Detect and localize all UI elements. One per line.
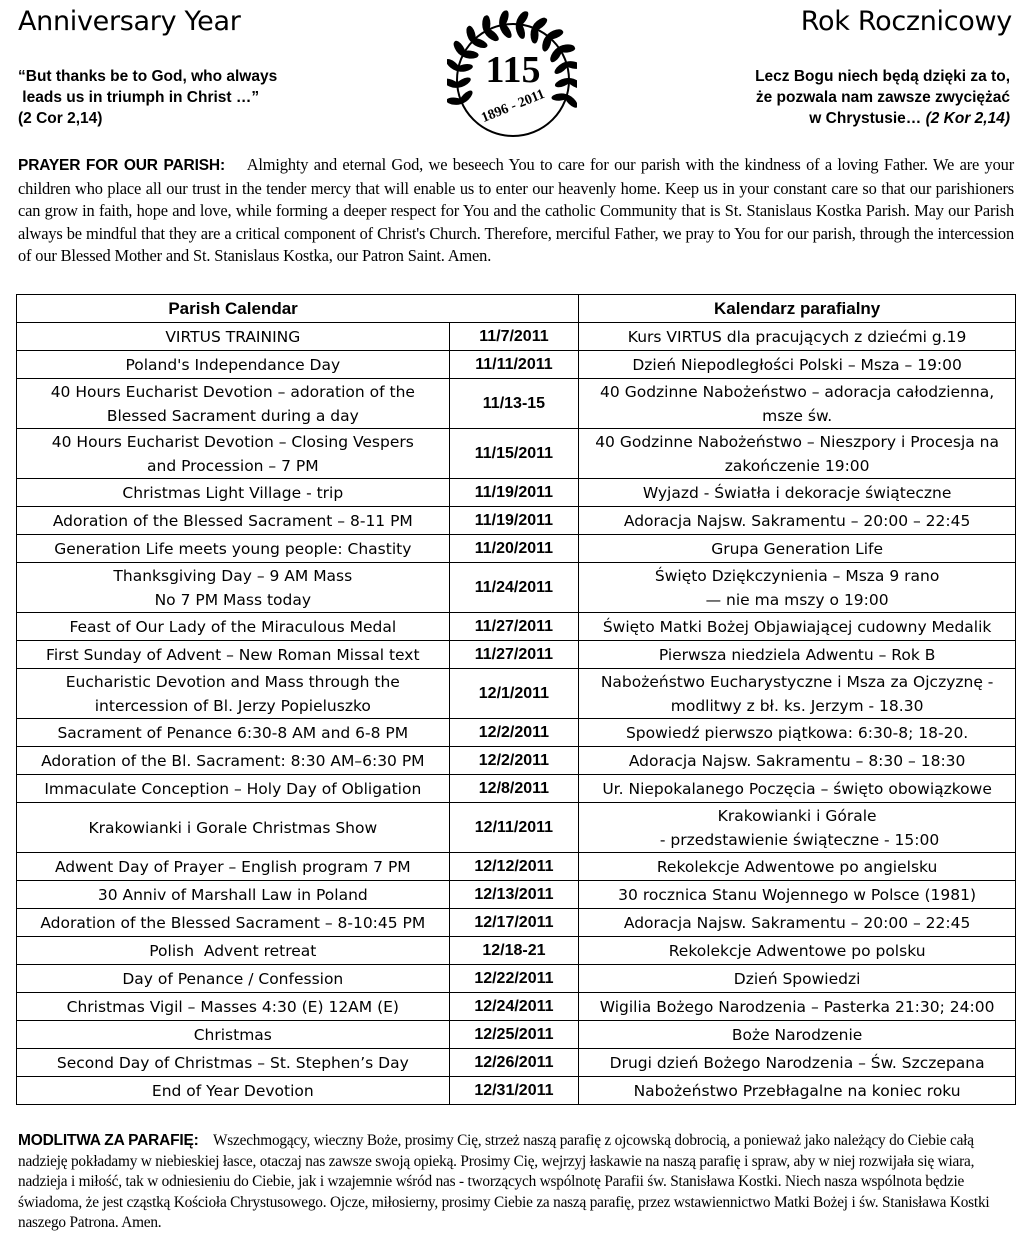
event-date-cell: 11/11/2011 bbox=[449, 351, 579, 379]
cell-line: Christmas bbox=[193, 1025, 272, 1044]
event-date-cell: 12/25/2011 bbox=[449, 1021, 579, 1049]
event-date-cell: 11/15/2011 bbox=[449, 429, 579, 479]
event-date-cell: 11/20/2011 bbox=[449, 535, 579, 563]
cell-line: Sacrament of Penance 6:30-8 AM and 6-8 PM bbox=[57, 723, 409, 742]
event-date-cell: 12/2/2011 bbox=[449, 747, 579, 775]
event-en-cell bbox=[17, 993, 450, 1021]
calendar-row bbox=[17, 1077, 1016, 1105]
cell-line: Spowiedź pierwszo piątkowa: 6:30-8; 18-20. bbox=[625, 723, 969, 742]
event-en-cell bbox=[17, 507, 450, 535]
parish-calendar-table bbox=[16, 294, 1016, 1105]
event-pl-cell bbox=[579, 993, 1016, 1021]
cell-line: End of Year Devotion bbox=[151, 1081, 314, 1100]
event-date-cell: 11/24/2011 bbox=[449, 563, 579, 613]
event-date-cell: 12/22/2011 bbox=[449, 965, 579, 993]
cell-line: Immaculate Conception – Holy Day of Obligation bbox=[44, 779, 422, 798]
scripture-quote-en bbox=[18, 66, 277, 129]
cell-line: Święto Matki Bożej Objawiającej cudowny Medalik bbox=[602, 617, 992, 636]
prayer-text: Wszechmogący, wieczny Boże, prosimy Cię, strzeż naszą parafię z ojcowską dobrocią, a ponieważ jako należący do Ciebie całą nadzieję pokładamy w niebieskiej łasce, otaczaj nas zawsze swoją opieką. Prosimy Cię, wejrzyj łaskawie na naszą parafię i spraw, aby w niej rozwijała się wiara, nadzieja i miłość, tak w odniesieniu do Ciebie, jak i wzajemnie wśród nas - tworzących wspólnotę Parafii św. Stanisława Kostki. Niech nasza wspólnota będzie świadoma, że jest cząstką Kościoła Chrystusowego. Ojcze, miłosierny, prosimy Ciebie za naszą parafię, przez wstawiennictwo Matki Bożej i św. Stanisława Kostki naszego Patrona. Amen. bbox=[18, 1132, 990, 1232]
calendar-row bbox=[17, 803, 1016, 853]
calendar-header-row bbox=[17, 295, 1016, 323]
cell-line: Day of Penance / Confession bbox=[122, 969, 344, 988]
quote-reference: (2 Kor 2,14) bbox=[925, 110, 1010, 127]
event-pl-cell bbox=[579, 803, 1016, 853]
event-date-cell: 12/8/2011 bbox=[449, 775, 579, 803]
prayer-for-parish bbox=[18, 154, 1014, 268]
cell-line: 40 Hours Eucharist Devotion – adoration of the bbox=[50, 382, 415, 401]
calendar-row bbox=[17, 563, 1016, 613]
quote-line bbox=[755, 108, 1010, 129]
event-en-cell bbox=[17, 641, 450, 669]
cell-line: Drugi dzień Bożego Narodzenia – Św. Szczepana bbox=[609, 1053, 985, 1072]
cell-line: Eucharistic Devotion and Mass through the bbox=[65, 672, 400, 691]
calendar-row bbox=[17, 641, 1016, 669]
calendar-row bbox=[17, 479, 1016, 507]
calendar-row bbox=[17, 323, 1016, 351]
cell-line: Rekolekcje Adwentowe po angielsku bbox=[656, 857, 938, 876]
calendar-row bbox=[17, 937, 1016, 965]
calendar-row bbox=[17, 1021, 1016, 1049]
event-pl-cell bbox=[579, 379, 1016, 429]
event-date-cell: 11/7/2011 bbox=[449, 323, 579, 351]
event-date-cell: 12/1/2011 bbox=[449, 669, 579, 719]
event-en-cell bbox=[17, 429, 450, 479]
cell-line: Adoration of the Blessed Sacrament – 8-10:45 PM bbox=[40, 913, 426, 932]
event-en-cell bbox=[17, 881, 450, 909]
quote-line: (2 Cor 2,14) bbox=[18, 110, 103, 127]
cell-line: Nabożeństwo Eucharystyczne i Msza za Ojczyznę - bbox=[600, 672, 994, 691]
event-en-cell bbox=[17, 965, 450, 993]
cell-line: Christmas Light Village - trip bbox=[122, 483, 344, 502]
cell-line: Ur. Niepokalanego Poczęcia – święto obowiązkowe bbox=[602, 779, 992, 798]
calendar-row bbox=[17, 881, 1016, 909]
event-pl-cell bbox=[579, 669, 1016, 719]
calendar-row bbox=[17, 853, 1016, 881]
cell-line: zakończenie 19:00 bbox=[724, 456, 870, 475]
event-en-cell bbox=[17, 535, 450, 563]
event-en-cell bbox=[17, 719, 450, 747]
event-en-cell bbox=[17, 803, 450, 853]
calendar-row bbox=[17, 775, 1016, 803]
cell-line: Boże Narodzenie bbox=[731, 1025, 863, 1044]
event-pl-cell bbox=[579, 853, 1016, 881]
event-date-cell: 11/19/2011 bbox=[449, 479, 579, 507]
calendar-row bbox=[17, 1049, 1016, 1077]
calendar-row bbox=[17, 909, 1016, 937]
event-date-cell: 12/26/2011 bbox=[449, 1049, 579, 1077]
calendar-row bbox=[17, 993, 1016, 1021]
cell-line: Krakowianki i Górale bbox=[717, 806, 877, 825]
event-date-cell: 12/13/2011 bbox=[449, 881, 579, 909]
event-date-cell: 12/11/2011 bbox=[449, 803, 579, 853]
event-pl-cell bbox=[579, 1021, 1016, 1049]
calendar-row bbox=[17, 429, 1016, 479]
cell-line: Wyjazd - Światła i dekoracje świąteczne bbox=[642, 483, 952, 502]
event-pl-cell bbox=[579, 563, 1016, 613]
calendar-row bbox=[17, 535, 1016, 563]
cell-line: 30 Anniv of Marshall Law in Poland bbox=[97, 885, 368, 904]
event-en-cell bbox=[17, 323, 450, 351]
cell-line: No 7 PM Mass today bbox=[154, 590, 312, 609]
event-en-cell bbox=[17, 613, 450, 641]
event-pl-cell bbox=[579, 775, 1016, 803]
prayer-text: Almighty and eternal God, we beseech You to care for our parish with the kindness of a loving Father. We are your children who place all our trust in the tender mercy that will enable us to enter our heavenly home. Keep us in your constant care so that our parishioners can grow in faith, hope and love, while forming a deeper respect for You and the catholic Community that is St. Stanislaus Kostka Parish. May our Parish always be mindful that they are a critical component of Christ's Church. Therefore, merciful Father, we pray to You for our parish, through the intercession of our Blessed Mother and St. Stanislaus Kostka, our Patron Saint. Amen. bbox=[18, 155, 1014, 266]
cell-line: intercession of Bl. Jerzy Popieluszko bbox=[94, 696, 371, 715]
event-en-cell bbox=[17, 669, 450, 719]
emblem-years: 1896 - 2011 bbox=[479, 86, 548, 126]
cell-line: Święto Dziękczynienia – Msza 9 rano bbox=[654, 566, 940, 585]
event-date-cell: 12/2/2011 bbox=[449, 719, 579, 747]
event-date-cell: 11/27/2011 bbox=[449, 641, 579, 669]
event-en-cell bbox=[17, 479, 450, 507]
modlitwa-za-parafie bbox=[18, 1131, 1014, 1234]
cell-line: Kurs VIRTUS dla pracujących z dziećmi g.19 bbox=[627, 327, 967, 346]
calendar-body bbox=[17, 323, 1016, 1105]
event-pl-cell bbox=[579, 881, 1016, 909]
cell-line: modlitwy z bł. ks. Jerzym - 18.30 bbox=[670, 696, 924, 715]
cell-line: 30 rocznica Stanu Wojennego w Polsce (1981) bbox=[618, 885, 977, 904]
cell-line: First Sunday of Advent – New Roman Missal text bbox=[46, 645, 420, 664]
event-pl-cell bbox=[579, 1049, 1016, 1077]
event-date-cell: 11/27/2011 bbox=[449, 613, 579, 641]
cell-line: Adoracja Najsw. Sakramentu – 8:30 – 18:30 bbox=[628, 751, 966, 770]
cell-line: VIRTUS TRAINING bbox=[165, 327, 301, 346]
quote-text: w Chrystusie… bbox=[809, 110, 926, 127]
emblem-number: 115 bbox=[485, 49, 541, 91]
calendar-row bbox=[17, 613, 1016, 641]
cell-line: Adoration of the Bl. Sacrament: 8:30 AM–6:30 PM bbox=[41, 751, 425, 770]
calendar-row bbox=[17, 719, 1016, 747]
cell-line: Krakowianki i Gorale Christmas Show bbox=[88, 818, 378, 837]
event-en-cell bbox=[17, 747, 450, 775]
calendar-row bbox=[17, 507, 1016, 535]
title-rok-rocznicowy: Rok Rocznicowy bbox=[800, 6, 1012, 37]
cell-line: Adoracja Najsw. Sakramentu – 20:00 – 22:45 bbox=[623, 913, 971, 932]
event-en-cell bbox=[17, 563, 450, 613]
quote-line: Lecz Bogu niech będą dzięki za to, bbox=[755, 68, 1010, 85]
cell-line: 40 Hours Eucharist Devotion – Closing Vespers bbox=[51, 432, 414, 451]
event-en-cell bbox=[17, 1077, 450, 1105]
event-pl-cell bbox=[579, 429, 1016, 479]
title-anniversary-year: Anniversary Year bbox=[18, 6, 241, 37]
event-pl-cell bbox=[579, 937, 1016, 965]
cell-line: 40 Godzinne Nabożeństwo – Nieszpory i Procesja na bbox=[595, 432, 1000, 451]
cell-line: Dzień Spowiedzi bbox=[733, 969, 861, 988]
event-pl-cell bbox=[579, 535, 1016, 563]
event-en-cell bbox=[17, 853, 450, 881]
event-pl-cell bbox=[579, 965, 1016, 993]
event-pl-cell bbox=[579, 719, 1016, 747]
event-en-cell bbox=[17, 1049, 450, 1077]
event-pl-cell bbox=[579, 479, 1016, 507]
cell-line: — nie ma mszy o 19:00 bbox=[705, 590, 889, 609]
quote-line: leads us in triumph in Christ …” bbox=[18, 89, 260, 106]
event-date-cell: 12/31/2011 bbox=[449, 1077, 579, 1105]
cell-line: Adoration of the Blessed Sacrament – 8-11 PM bbox=[52, 511, 413, 530]
cell-line: Adwent Day of Prayer – English program 7 PM bbox=[54, 857, 411, 876]
cell-line: Dzień Niepodległości Polski – Msza – 19:00 bbox=[632, 355, 962, 374]
calendar-row bbox=[17, 379, 1016, 429]
event-en-cell bbox=[17, 379, 450, 429]
event-date-cell: 12/18-21 bbox=[449, 937, 579, 965]
cell-line: msze św. bbox=[762, 406, 833, 425]
event-en-cell bbox=[17, 909, 450, 937]
event-pl-cell bbox=[579, 507, 1016, 535]
cell-line: Second Day of Christmas – St. Stephen’s Day bbox=[56, 1053, 409, 1072]
quote-line: “But thanks be to God, who always bbox=[18, 68, 278, 85]
cell-line: 40 Godzinne Nabożeństwo – adoracja całodzienna, bbox=[600, 382, 995, 401]
event-en-cell bbox=[17, 351, 450, 379]
event-date-cell: 11/19/2011 bbox=[449, 507, 579, 535]
cell-line: Poland's Independance Day bbox=[125, 355, 341, 374]
event-pl-cell bbox=[579, 1077, 1016, 1105]
cell-line: Rekolekcje Adwentowe po polsku bbox=[668, 941, 926, 960]
calendar-header-spacer bbox=[449, 295, 579, 323]
quote-line: że pozwala nam zawsze zwyciężać bbox=[755, 89, 1010, 106]
event-pl-cell bbox=[579, 747, 1016, 775]
event-date-cell: 12/17/2011 bbox=[449, 909, 579, 937]
prayer-heading: PRAYER FOR OUR PARISH: bbox=[18, 157, 225, 174]
scripture-quote-pl bbox=[755, 66, 1010, 129]
cell-line: Feast of Our Lady of the Miraculous Medal bbox=[69, 617, 397, 636]
event-en-cell bbox=[17, 1021, 450, 1049]
calendar-row bbox=[17, 669, 1016, 719]
cell-line: Grupa Generation Life bbox=[711, 539, 884, 558]
calendar-row bbox=[17, 965, 1016, 993]
event-date-cell: 11/13-15 bbox=[449, 379, 579, 429]
event-date-cell: 12/12/2011 bbox=[449, 853, 579, 881]
cell-line: Generation Life meets young people: Chastity bbox=[54, 539, 412, 558]
cell-line: Nabożeństwo Przebłagalne na koniec roku bbox=[633, 1081, 961, 1100]
event-pl-cell bbox=[579, 323, 1016, 351]
calendar-row bbox=[17, 747, 1016, 775]
cell-line: Pierwsza niedziela Adwentu – Rok B bbox=[658, 645, 936, 664]
anniversary-wreath-emblem bbox=[447, 2, 577, 152]
cell-line: Blessed Sacrament during a day bbox=[106, 406, 359, 425]
cell-line: Adoracja Najsw. Sakramentu – 20:00 – 22:45 bbox=[623, 511, 971, 530]
event-en-cell bbox=[17, 937, 450, 965]
cell-line: Polish Advent retreat bbox=[149, 941, 317, 960]
event-pl-cell bbox=[579, 613, 1016, 641]
cell-line: - przedstawienie świąteczne - 15:00 bbox=[654, 830, 940, 849]
event-pl-cell bbox=[579, 641, 1016, 669]
calendar-header-pl: Kalendarz parafialny bbox=[579, 295, 1016, 323]
event-pl-cell bbox=[579, 351, 1016, 379]
cell-line: Christmas Vigil – Masses 4:30 (E) 12AM (E) bbox=[66, 997, 399, 1016]
calendar-row bbox=[17, 351, 1016, 379]
event-en-cell bbox=[17, 775, 450, 803]
calendar-header-en: Parish Calendar bbox=[17, 295, 450, 323]
cell-line: and Procession – 7 PM bbox=[147, 456, 319, 475]
event-pl-cell bbox=[579, 909, 1016, 937]
cell-line: Thanksgiving Day – 9 AM Mass bbox=[113, 566, 353, 585]
event-date-cell: 12/24/2011 bbox=[449, 993, 579, 1021]
prayer-heading: MODLITWA ZA PARAFIĘ: bbox=[18, 1132, 199, 1149]
cell-line: Wigilia Bożego Narodzenia – Pasterka 21:30; 24:00 bbox=[599, 997, 995, 1016]
